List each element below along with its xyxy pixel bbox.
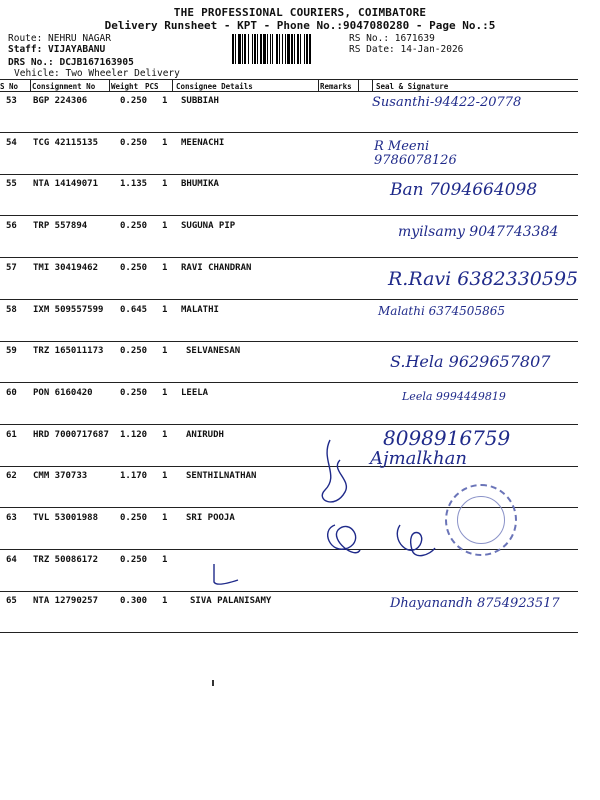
signature-scribble — [300, 430, 440, 590]
row-weight: 1.120 — [120, 430, 148, 440]
col-header-pcs: PCS — [145, 82, 159, 91]
rs-number: RS No.: 1671639 — [349, 33, 435, 44]
col-divider — [30, 80, 31, 91]
row-rule — [0, 257, 578, 258]
drs-label: DRS No.: DCJB167163905 — [8, 57, 134, 68]
row-weight: 0.250 — [120, 513, 148, 523]
row-sno: 62 — [6, 471, 17, 481]
row-weight: 0.250 — [120, 388, 148, 398]
row-consignee: SIVA PALANISAMY — [190, 596, 272, 606]
row-consignment: BGP 224306 — [33, 96, 88, 106]
col-divider — [372, 80, 373, 91]
row-pcs: 1 — [162, 305, 168, 315]
col-header-seal: Seal & Signature — [376, 82, 449, 91]
row-sno: 59 — [6, 346, 17, 356]
row-consignee: BHUMIKA — [181, 179, 219, 189]
row-pcs: 1 — [162, 471, 168, 481]
row-sno: 63 — [6, 513, 17, 523]
signature-59: S.Hela 9629657807 — [390, 352, 551, 371]
row-consignment: NTA 12790257 — [33, 596, 99, 606]
signature-58: Malathi 6374505865 — [378, 304, 505, 318]
row-weight: 0.250 — [120, 263, 148, 273]
col-header-consignment: Consignment No — [32, 82, 96, 91]
row-pcs: 1 — [162, 263, 168, 273]
row-weight: 0.250 — [120, 221, 148, 231]
row-consignee: SUBBIAH — [181, 96, 219, 106]
runsheet-subtitle: Delivery Runsheet - KPT - Phone No.:9047080280 - Page No.:5 — [104, 19, 496, 32]
signature-53: Susanthi-94422-20778 — [372, 95, 522, 110]
signature-60: Leela 9994449819 — [402, 390, 506, 403]
col-divider — [318, 80, 319, 91]
row-consignee: MEENACHI — [181, 138, 225, 148]
row-weight: 0.250 — [120, 96, 148, 106]
row-pcs: 1 — [162, 596, 168, 606]
row-consignment: IXM 509557599 — [33, 305, 104, 315]
signature-65: Dhayanandh 8754923517 — [390, 596, 560, 611]
signature-54: R Meeni 9786078126 — [374, 139, 457, 168]
row-sno: 61 — [6, 430, 17, 440]
company-title: THE PROFESSIONAL COURIERS, COIMBATORE — [173, 6, 427, 19]
row-weight: 1.170 — [120, 471, 148, 481]
row-pcs: 1 — [162, 388, 168, 398]
row-rule — [0, 632, 578, 633]
row-sno: 55 — [6, 179, 17, 189]
row-consignee: LEELA — [181, 388, 209, 398]
col-divider — [172, 80, 173, 91]
row-sno: 53 — [6, 96, 17, 106]
row-sno: 65 — [6, 596, 17, 606]
row-sno: 60 — [6, 388, 17, 398]
row-sno: 56 — [6, 221, 17, 231]
row-consignee: ANIRUDH — [186, 430, 224, 440]
col-divider — [109, 80, 110, 91]
row-consignment: HRD 7000717687 — [33, 430, 109, 440]
col-header-remarks: Remarks — [320, 82, 352, 91]
row-pcs: 1 — [162, 513, 168, 523]
row-consignee: SRI POOJA — [186, 513, 235, 523]
row-consignee: MALATHI — [181, 305, 219, 315]
row-sno: 64 — [6, 555, 17, 565]
row-weight: 0.250 — [120, 138, 148, 148]
rs-date: RS Date: 14-Jan-2026 — [349, 44, 464, 55]
row-rule — [0, 215, 578, 216]
col-header-consignee: Consignee Details — [176, 82, 253, 91]
row-consignment: PON 6160420 — [33, 388, 93, 398]
staff-label: Staff: VIJAYABANU — [8, 44, 106, 55]
row-weight: 1.135 — [120, 179, 148, 189]
barcode-image — [232, 34, 344, 64]
row-consignment: TRP 557894 — [33, 221, 88, 231]
row-consignment: TRZ 50086172 — [33, 555, 99, 565]
row-pcs: 1 — [162, 221, 168, 231]
row-sno: 57 — [6, 263, 17, 273]
row-pcs: 1 — [162, 96, 168, 106]
col-header-weight: Weight — [111, 82, 139, 91]
signature-61: 8098916759 — [383, 426, 511, 450]
row-rule — [0, 132, 578, 133]
signature-55: Ban 7094664098 — [390, 180, 538, 200]
row-weight: 0.250 — [120, 555, 148, 565]
row-weight: 0.250 — [120, 346, 148, 356]
row-consignment: TCG 42115135 — [33, 138, 99, 148]
row-pcs: 1 — [162, 430, 168, 440]
table-top-rule — [0, 79, 578, 80]
row-sno: 54 — [6, 138, 17, 148]
row-weight: 0.645 — [120, 305, 148, 315]
signature-57: R.Ravi 6382330595 — [388, 268, 579, 290]
col-header-sno: S No — [0, 82, 19, 91]
row-consignment: TRZ 165011173 — [33, 346, 104, 356]
row-consignee: SELVANESAN — [186, 346, 241, 356]
row-rule — [0, 424, 578, 425]
table-row — [0, 551, 578, 593]
row-consignment: TVL 53001988 — [33, 513, 99, 523]
row-weight: 0.300 — [120, 596, 148, 606]
row-pcs: 1 — [162, 346, 168, 356]
ink-mark — [212, 680, 214, 686]
row-consignee: RAVI CHANDRAN — [181, 263, 252, 273]
row-consignee: SUGUNA PIP — [181, 221, 236, 231]
col-divider — [358, 80, 359, 91]
row-rule — [0, 299, 578, 300]
vehicle-label: Vehicle: Two Wheeler Delivery — [14, 68, 180, 79]
route-label: Route: NEHRU NAGAR — [8, 33, 111, 44]
seal-stamp — [445, 484, 517, 556]
row-consignment: CMM 370733 — [33, 471, 88, 481]
row-pcs: 1 — [162, 179, 168, 189]
row-rule — [0, 382, 578, 383]
row-pcs: 1 — [162, 138, 168, 148]
row-consignee: SENTHILNATHAN — [186, 471, 257, 481]
signature-62: Ajmalkhan — [370, 448, 467, 469]
row-consignment: NTA 14149071 — [33, 179, 99, 189]
signature-64 — [208, 560, 248, 590]
row-consignment: TMI 30419462 — [33, 263, 99, 273]
signature-56: myilsamy 9047743384 — [398, 224, 559, 240]
row-sno: 58 — [6, 305, 17, 315]
row-pcs: 1 — [162, 555, 168, 565]
